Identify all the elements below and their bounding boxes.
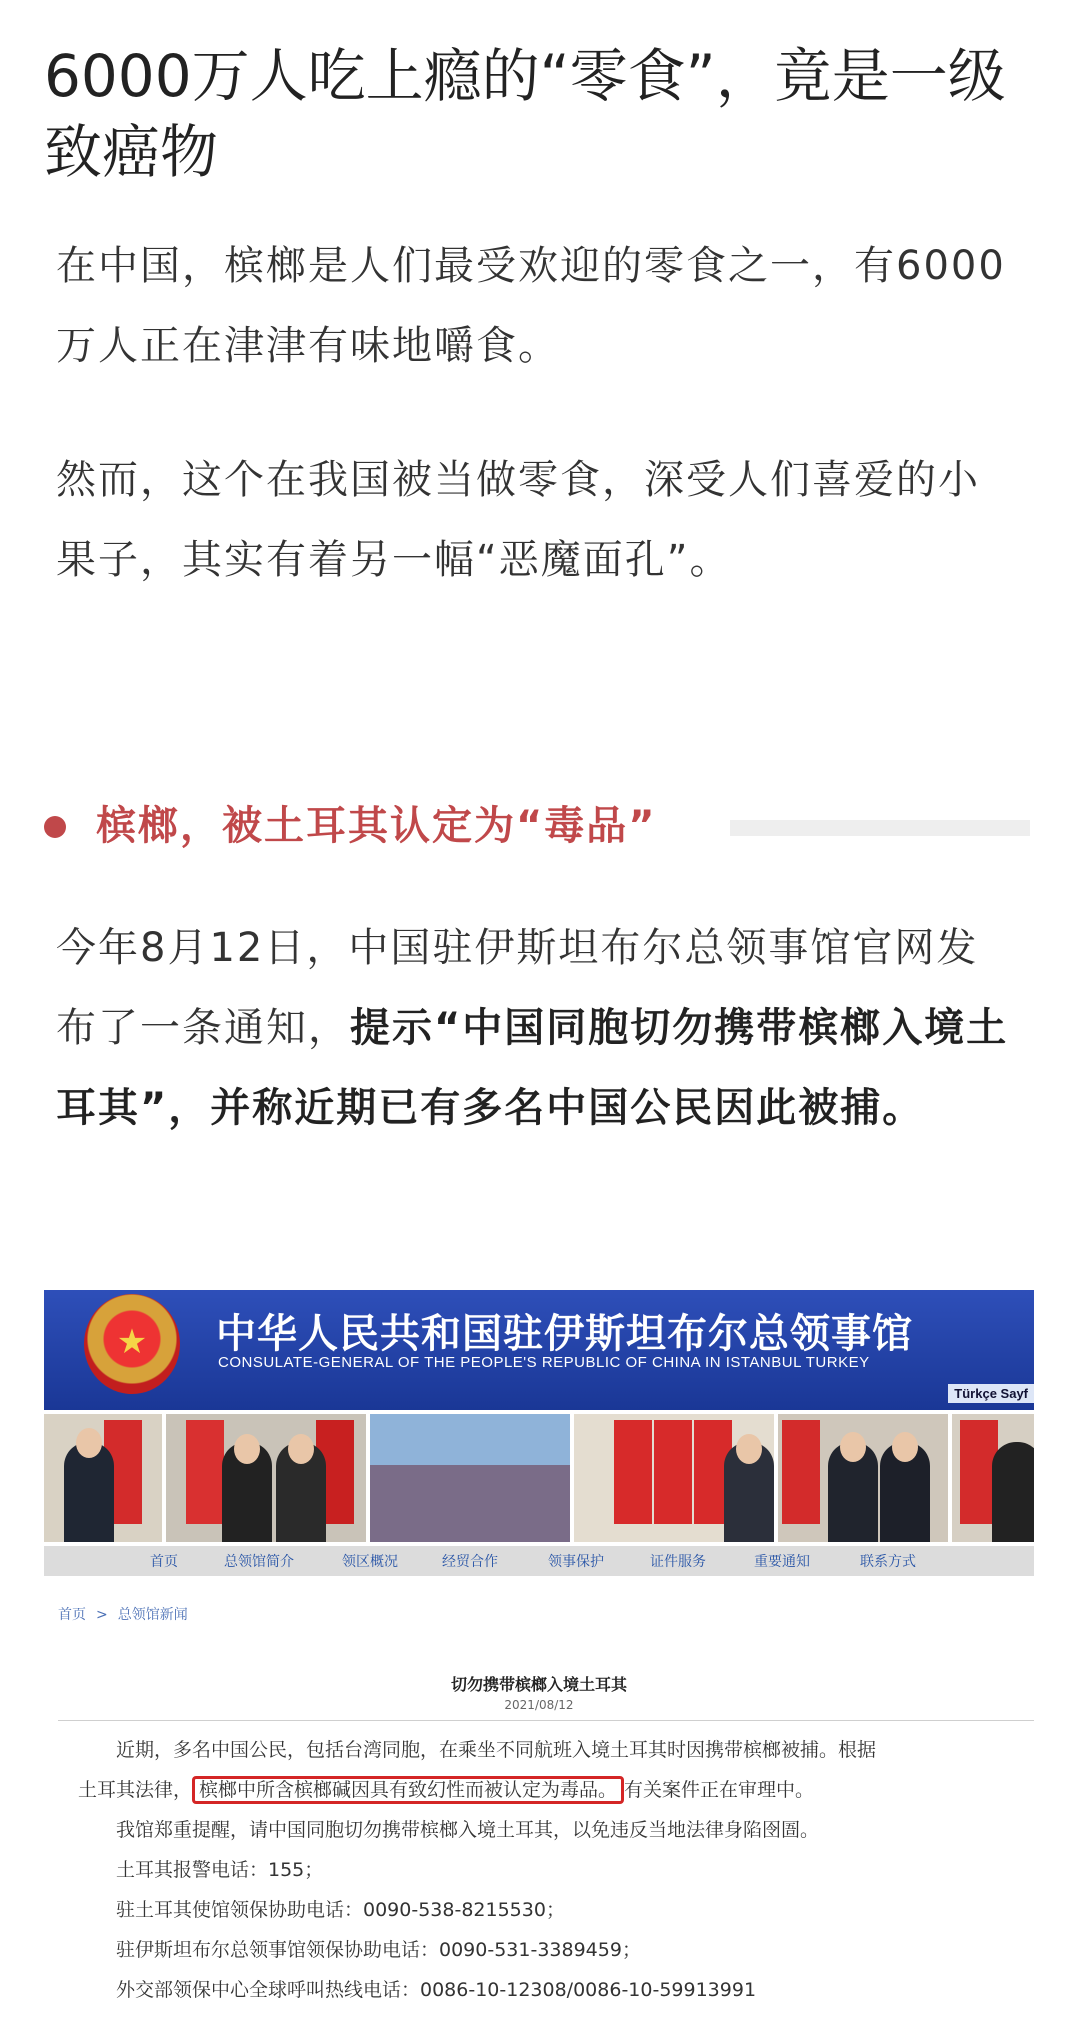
nav-consular-protection[interactable]: 领事保护: [548, 1554, 604, 1570]
banner-title-cn: 中华人民共和国驻伊斯坦布尔总领事馆: [216, 1311, 913, 1357]
notice-line-5: 驻土耳其使馆领保协助电话：0090-538-8215530；: [116, 1899, 565, 1921]
photo-1: [44, 1414, 162, 1542]
photo-5: [778, 1414, 948, 1542]
nav-contact[interactable]: 联系方式: [860, 1554, 916, 1570]
consulate-banner: [44, 1290, 1034, 1410]
photo-6: [952, 1414, 1034, 1542]
banner-title-en: CONSULATE-GENERAL OF THE PEOPLE'S REPUBLIC OF CHINA IN ISTANBUL TURKEY: [218, 1354, 870, 1371]
photo-2: [166, 1414, 366, 1542]
section-heading: [40, 786, 1030, 866]
photo-4: [574, 1414, 774, 1542]
notice-line-2: [78, 1776, 814, 1804]
consulate-website-screenshot: [44, 1290, 1034, 2044]
notice-line-4: 土耳其报警电话：155；: [116, 1859, 324, 1881]
paragraph-devil-face: 然而，这个在我国被当做零食，深受人们喜爱的小果子，其实有着另一幅“恶魔面孔”。: [56, 457, 980, 583]
paragraph-notice-bold: 提示“中国同胞切勿携带槟榔入境土耳其”，并称近期已有多名中国公民因此被捕。: [56, 1005, 1009, 1131]
national-emblem-icon: ★: [84, 1294, 180, 1394]
notice-line-3: 我馆郑重提醒，请中国同胞切勿携带槟榔入境土耳其，以免违反当地法律身陷囹圄。: [116, 1819, 820, 1841]
nav-documents[interactable]: 证件服务: [650, 1554, 706, 1570]
article-headline: 6000万人吃上瘾的“零食”，竟是一级致癌物: [44, 42, 1006, 186]
highlighted-drug-clause: 槟榔中所含槟榔碱因具有致幻性而被认定为毒品。: [192, 1776, 624, 1804]
consulate-nav-bar: [44, 1546, 1034, 1576]
nav-trade[interactable]: 经贸合作: [442, 1554, 498, 1570]
notice-title: 切勿携带槟榔入境土耳其: [450, 1675, 627, 1694]
nav-region[interactable]: 领区概况: [342, 1554, 398, 1570]
nav-notices[interactable]: 重要通知: [754, 1554, 810, 1570]
breadcrumb-separator: >: [96, 1607, 108, 1623]
notice-line-2-end: 有关案件正在审理中。: [624, 1779, 815, 1801]
notice-line-2-start: 土耳其法律，: [78, 1779, 193, 1801]
paragraph-notice-plain: 今年8月12日，中国驻伊斯坦布尔总领事馆官网发布了一条通知，: [56, 925, 979, 1051]
photo-3: [370, 1414, 570, 1542]
photo-strip: [44, 1414, 1034, 1542]
paragraph-notice: [56, 908, 1016, 1148]
breadcrumb-home[interactable]: 首页: [58, 1607, 86, 1623]
notice-line-6: 驻伊斯坦布尔总领事馆领保协助电话：0090-531-3389459；: [116, 1939, 641, 1961]
paragraph-intro: 在中国，槟榔是人们最受欢迎的零食之一，有6000万人正在津津有味地嚼食。: [56, 243, 1006, 369]
nav-about[interactable]: 总领馆简介: [224, 1554, 294, 1570]
notice-date: 2021/08/12: [504, 1698, 574, 1712]
notice-divider: [58, 1720, 1034, 1721]
breadcrumb: [58, 1604, 198, 1624]
bullet-dot-icon: [44, 816, 66, 838]
breadcrumb-news[interactable]: 总领馆新闻: [117, 1607, 188, 1623]
turkce-link[interactable]: Türkçe Sayf: [948, 1384, 1034, 1403]
section-title: 槟榔，被土耳其认定为“毒品”: [96, 803, 657, 849]
nav-home[interactable]: 首页: [150, 1554, 178, 1570]
notice-line-7: 外交部领保中心全球呼叫热线电话：0086-10-12308/0086-10-59913991: [116, 1979, 757, 2001]
notice-line-1: 近期，多名中国公民，包括台湾同胞，在乘坐不同航班入境土耳其时因携带槟榔被捕。根据: [116, 1739, 877, 1761]
section-divider: [730, 820, 1030, 836]
